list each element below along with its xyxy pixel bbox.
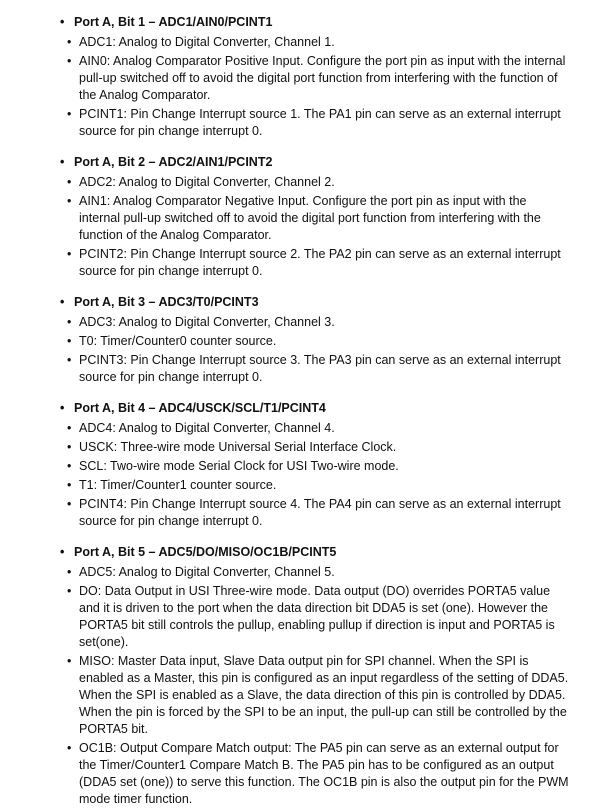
item-bullet: • bbox=[67, 421, 72, 435]
heading-bullet: • bbox=[60, 401, 65, 415]
item-text: ADC2: Analog to Digital Converter, Channel 2. bbox=[79, 175, 335, 189]
item-bullet: • bbox=[67, 247, 72, 261]
list-item bbox=[60, 193, 569, 244]
section-heading bbox=[60, 14, 580, 31]
list-item bbox=[60, 106, 569, 140]
section-port-a-bit-3 bbox=[60, 294, 580, 386]
section-heading bbox=[60, 400, 580, 417]
item-text: PCINT2: Pin Change Interrupt source 2. The PA2 pin can serve as an external interrupt source for pin change interrupt 0. bbox=[79, 247, 561, 278]
list-item bbox=[60, 352, 569, 386]
list-item bbox=[60, 314, 569, 331]
section-heading bbox=[60, 154, 580, 171]
list-item bbox=[60, 583, 569, 651]
item-bullet: • bbox=[67, 478, 72, 492]
item-text: OC1B: Output Compare Match output: The PA5 pin can serve as an external output for the Timer/Counter1 Compare Match B. The PA5 pin has to be configured as an output (DDA5 set (one)) to serve this function. The OC1B pin is also the output pin for the PWM mode timer function. bbox=[79, 741, 569, 806]
bullet-list bbox=[60, 420, 580, 530]
item-text: PCINT4: Pin Change Interrupt source 4. The PA4 pin can serve as an external interrupt source for pin change interrupt 0. bbox=[79, 497, 561, 528]
section-port-a-bit-1 bbox=[60, 14, 580, 140]
section-port-a-bit-2 bbox=[60, 154, 580, 280]
item-text: USCK: Three-wire mode Universal Serial Interface Clock. bbox=[79, 440, 397, 454]
item-bullet: • bbox=[67, 497, 72, 511]
list-item bbox=[60, 246, 569, 280]
heading-text: Port A, Bit 4 – ADC4/USCK/SCL/T1/PCINT4 bbox=[74, 401, 326, 415]
list-item bbox=[60, 333, 569, 350]
list-item bbox=[60, 34, 569, 51]
item-bullet: • bbox=[67, 35, 72, 49]
list-item bbox=[60, 420, 569, 437]
item-bullet: • bbox=[67, 334, 72, 348]
heading-bullet: • bbox=[60, 545, 65, 559]
item-bullet: • bbox=[67, 107, 72, 121]
item-text: PCINT3: Pin Change Interrupt source 3. The PA3 pin can serve as an external interrupt source for pin change interrupt 0. bbox=[79, 353, 561, 384]
heading-bullet: • bbox=[60, 15, 65, 29]
list-item bbox=[60, 439, 569, 456]
bullet-list bbox=[60, 314, 580, 386]
item-bullet: • bbox=[67, 565, 72, 579]
item-text: MISO: Master Data input, Slave Data output pin for SPI channel. When the SPI is enabled as a Master, this pin is configured as an input regardless of the setting of DDA5. When the SPI is enabled as a Slave, the data direction of this pin is controlled by DDA5. When the pin is forced by the SPI to be an input, the pull-up can still be controlled by the PORTA5 bit. bbox=[79, 654, 569, 736]
heading-text: Port A, Bit 5 – ADC5/DO/MISO/OC1B/PCINT5 bbox=[74, 545, 337, 559]
item-text: PCINT1: Pin Change Interrupt source 1. The PA1 pin can serve as an external interrupt source for pin change interrupt 0. bbox=[79, 107, 561, 138]
heading-bullet: • bbox=[60, 295, 65, 309]
item-text: DO: Data Output in USI Three-wire mode. Data output (DO) overrides PORTA5 value and it is driven to the port when the data direction bit DDA5 is set (one). However the PORTA5 bit still controls the pullup, enabling pullup if direction is input and PORTA5 is set(one). bbox=[79, 584, 555, 649]
list-item bbox=[60, 740, 569, 808]
list-item bbox=[60, 653, 569, 738]
item-text: ADC5: Analog to Digital Converter, Channel 5. bbox=[79, 565, 335, 579]
item-text: AIN0: Analog Comparator Positive Input. Configure the port pin as input with the internal pull-up switched off to avoid the digital port function from interfering with the function of the Analog Comparator. bbox=[79, 54, 566, 102]
list-item bbox=[60, 174, 569, 191]
item-bullet: • bbox=[67, 584, 72, 598]
item-bullet: • bbox=[67, 175, 72, 189]
item-text: T1: Timer/Counter1 counter source. bbox=[79, 478, 277, 492]
item-bullet: • bbox=[67, 459, 72, 473]
item-text: AIN1: Analog Comparator Negative Input. Configure the port pin as input with the internal pull-up switched off to avoid the digital port function from interfering with the function of the Analog Comparator. bbox=[79, 194, 541, 242]
list-item bbox=[60, 458, 569, 475]
heading-text: Port A, Bit 2 – ADC2/AIN1/PCINT2 bbox=[74, 155, 273, 169]
heading-text: Port A, Bit 3 – ADC3/T0/PCINT3 bbox=[74, 295, 259, 309]
item-text: ADC1: Analog to Digital Converter, Channel 1. bbox=[79, 35, 335, 49]
item-bullet: • bbox=[67, 315, 72, 329]
list-item bbox=[60, 496, 569, 530]
item-bullet: • bbox=[67, 353, 72, 367]
bullet-list bbox=[60, 564, 580, 808]
bullet-list bbox=[60, 34, 580, 140]
section-heading bbox=[60, 544, 580, 561]
list-item bbox=[60, 53, 569, 104]
section-heading bbox=[60, 294, 580, 311]
item-bullet: • bbox=[67, 54, 72, 68]
list-item bbox=[60, 477, 569, 494]
list-item bbox=[60, 564, 569, 581]
heading-bullet: • bbox=[60, 155, 65, 169]
bullet-list bbox=[60, 174, 580, 280]
item-bullet: • bbox=[67, 440, 72, 454]
item-text: ADC3: Analog to Digital Converter, Channel 3. bbox=[79, 315, 335, 329]
heading-text: Port A, Bit 1 – ADC1/AIN0/PCINT1 bbox=[74, 15, 273, 29]
item-bullet: • bbox=[67, 194, 72, 208]
item-text: ADC4: Analog to Digital Converter, Channel 4. bbox=[79, 421, 335, 435]
item-text: T0: Timer/Counter0 counter source. bbox=[79, 334, 277, 348]
item-text: SCL: Two-wire mode Serial Clock for USI Two-wire mode. bbox=[79, 459, 399, 473]
section-port-a-bit-5 bbox=[60, 544, 580, 808]
item-bullet: • bbox=[67, 741, 72, 755]
section-port-a-bit-4 bbox=[60, 400, 580, 530]
item-bullet: • bbox=[67, 654, 72, 668]
